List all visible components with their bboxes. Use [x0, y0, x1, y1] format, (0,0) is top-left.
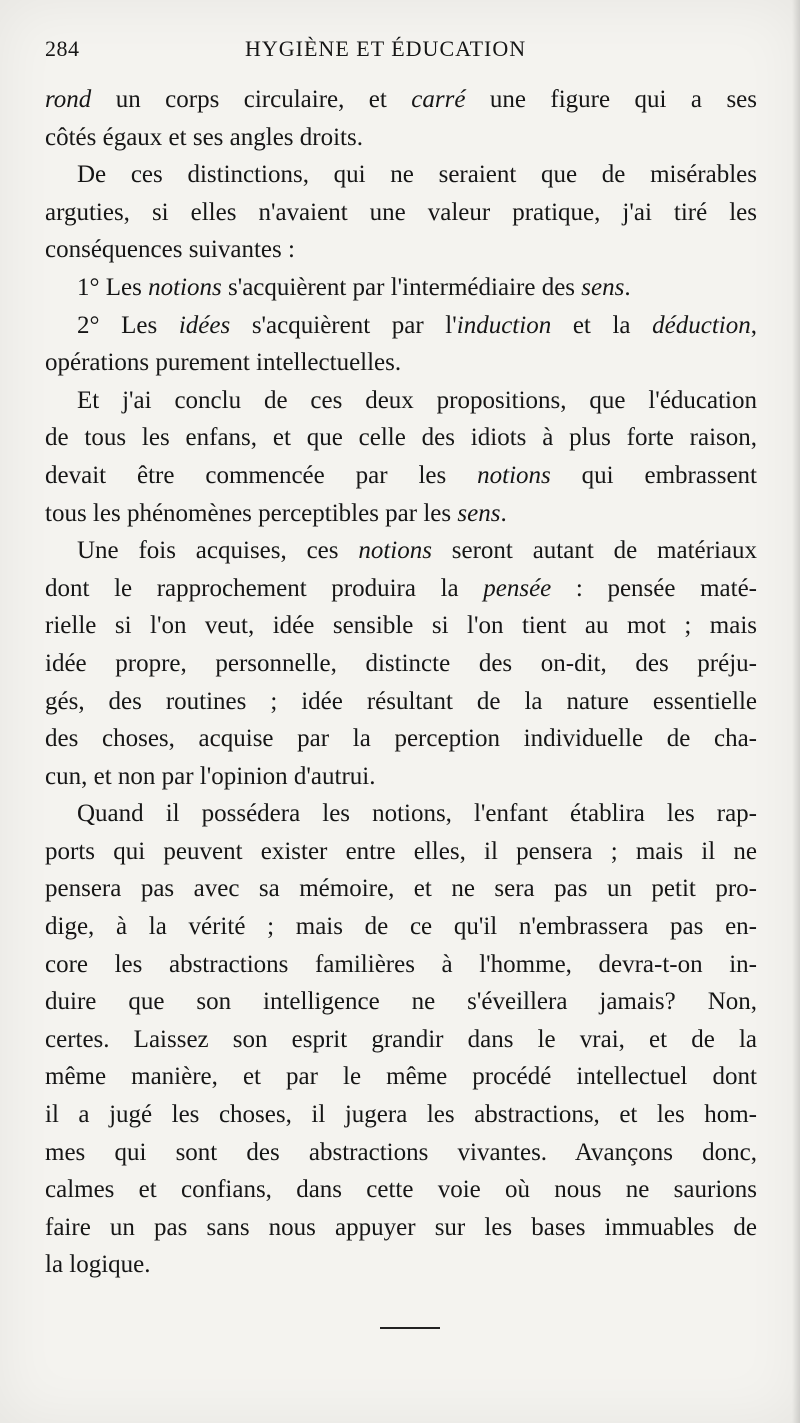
text-line: cun, et non par l'opinion d'autrui.: [45, 762, 376, 790]
text-line: même manière, et par le même procédé intellectuel dont: [45, 1063, 757, 1091]
text-line: opérations purement intellectuelles.: [45, 349, 402, 377]
text-line: dont le rapprochement produira la pensée : pensée maté-: [45, 574, 758, 602]
text-line: dige, à la vérité ; mais de ce qu'il n'embrassera pas en-: [45, 913, 757, 941]
page-number: 284: [45, 36, 80, 61]
text-line: mes qui sont des abstractions vivantes. Avançons donc,: [45, 1138, 757, 1166]
text-line: duire que son intelligence ne s'éveillera jamais? Non,: [45, 988, 757, 1016]
text-line: Et j'ai conclu de ces deux propositions, que l'éducation: [77, 386, 757, 414]
body-text: [45, 81, 757, 1284]
text-line: conséquences suivantes :: [45, 236, 295, 264]
text-line: Une fois acquises, ces notions seront autant de matériaux: [77, 537, 757, 565]
paragraph: [45, 269, 757, 307]
text-line: tous les phénomènes perceptibles par les sens.: [45, 499, 507, 527]
text-line: De ces distinctions, qui ne seraient que de misérables: [77, 161, 757, 189]
text-line: pensera pas avec sa mémoire, et ne sera pas un petit pro-: [45, 875, 757, 903]
text-line: devait être commencée par les notions qui embrassent: [45, 461, 757, 489]
paragraph: [45, 307, 757, 382]
text-line: idée propre, personnelle, distincte des on-dit, des préju-: [45, 649, 757, 677]
paragraph: [45, 81, 757, 156]
text-line: arguties, si elles n'avaient une valeur pratique, j'ai tiré les: [45, 198, 757, 226]
text-line: gés, des routines ; idée résultant de la nature essentielle: [45, 687, 757, 715]
page-header: [45, 36, 760, 72]
text-line: rielle si l'on veut, idée sensible si l'on tient au mot ; mais: [45, 612, 757, 640]
text-line: côtés égaux et ses angles droits.: [45, 123, 363, 151]
text-line: la logique.: [45, 1251, 151, 1279]
text-line: 2° Les idées s'acquièrent par l'induction et la déduction,: [77, 311, 757, 339]
paragraph: [45, 382, 757, 532]
text-line: 1° Les notions s'acquièrent par l'intermédiaire des sens.: [77, 273, 631, 301]
paragraph: [45, 156, 757, 269]
paragraph: [45, 795, 757, 1284]
text-line: il a jugé les choses, il jugera les abstractions, et les hom-: [45, 1101, 757, 1129]
text-line: de tous les enfans, et que celle des idiots à plus forte raison,: [45, 424, 757, 452]
text-line: rond un corps circulaire, et carré une figure qui a ses: [45, 86, 757, 113]
paragraph: [45, 532, 757, 795]
text-line: certes. Laissez son esprit grandir dans le vrai, et de la: [45, 1025, 757, 1053]
text-line: Quand il possédera les notions, l'enfant établira les rap-: [77, 800, 757, 828]
page-edge-shadow: [792, 0, 800, 1423]
text-line: des choses, acquise par la perception individuelle de cha-: [45, 725, 757, 753]
end-rule: [380, 1327, 440, 1329]
text-line: core les abstractions familières à l'homme, devra-t-on in-: [45, 950, 757, 978]
text-line: faire un pas sans nous appuyer sur les bases immuables de: [45, 1213, 757, 1241]
running-title: HYGIÈNE ET ÉDUCATION: [245, 36, 527, 61]
text-line: ports qui peuvent exister entre elles, il pensera ; mais il ne: [45, 837, 757, 865]
text-line: calmes et confians, dans cette voie où nous ne saurions: [45, 1176, 757, 1204]
